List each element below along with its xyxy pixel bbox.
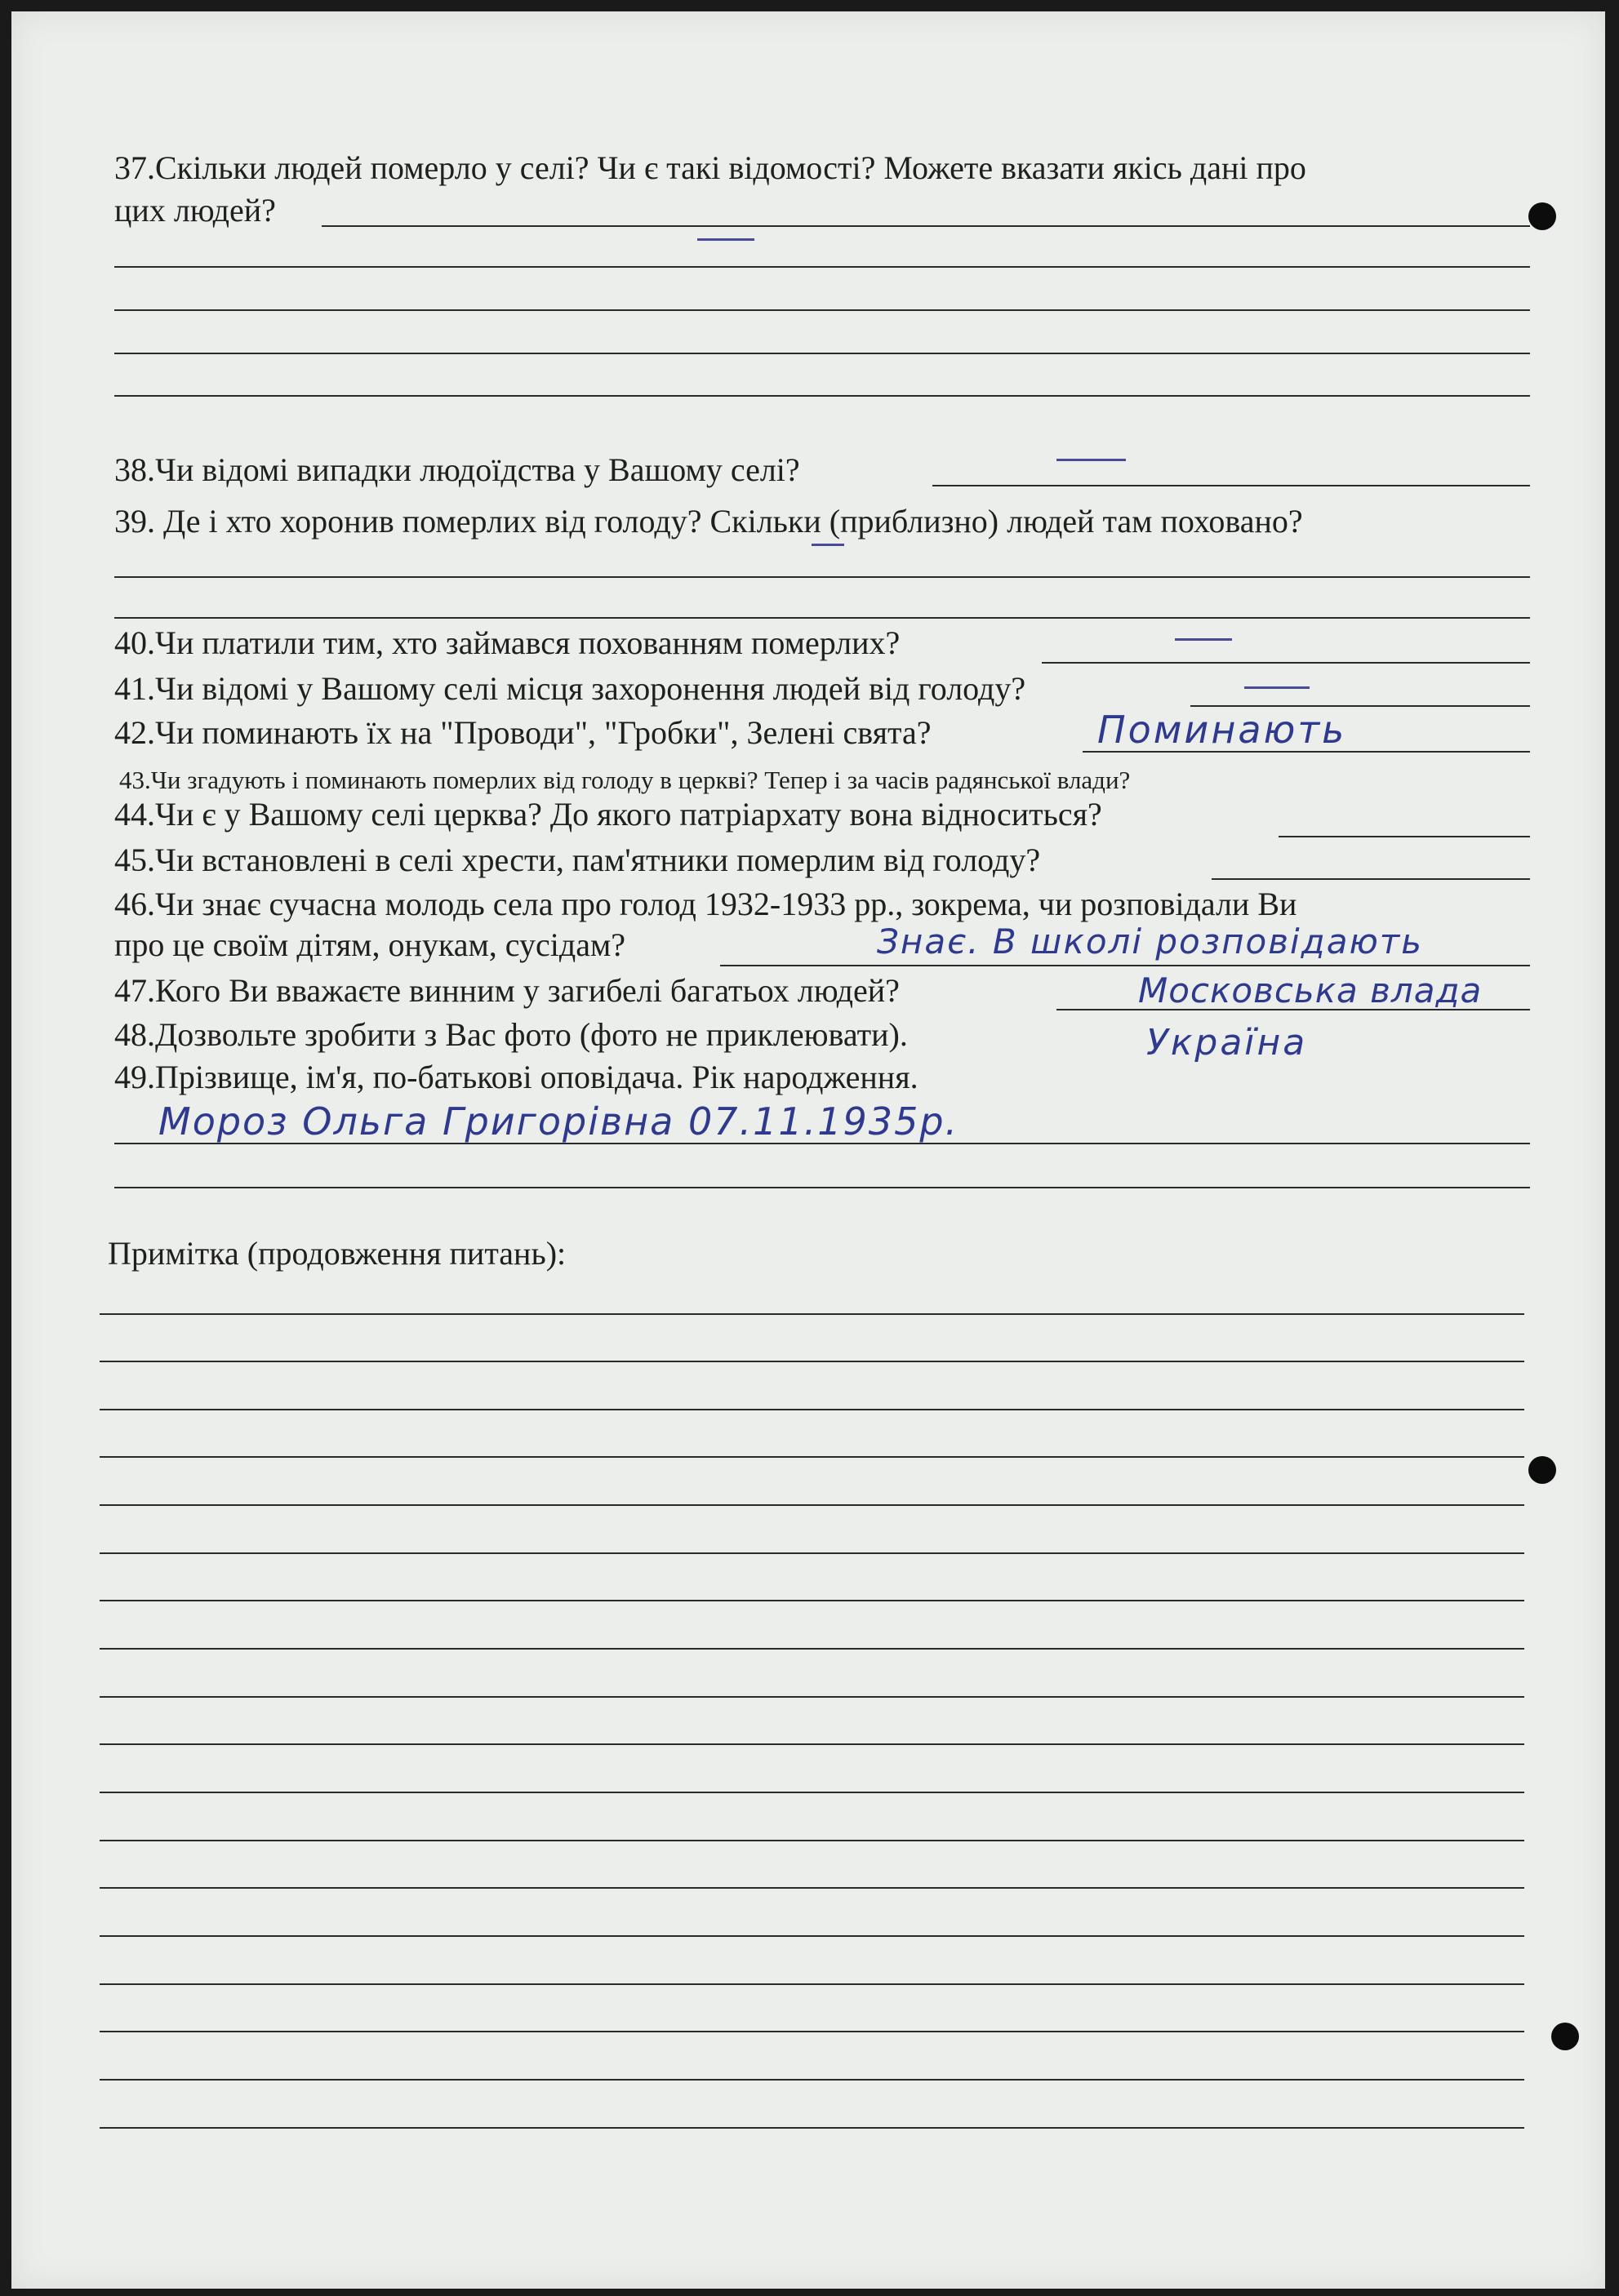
question-37-line-1: 37.Скільки людей померло у селі? Чи є такі відомості? Можете вказати якісь дані про bbox=[114, 149, 1306, 186]
answer-line-45 bbox=[1212, 878, 1530, 880]
notes-line bbox=[100, 1983, 1524, 1985]
answer-line-46 bbox=[720, 965, 1530, 966]
question-43: 43.Чи згадують і поминають померлих від голоду в церкві? Тепер і за часів радянської влади? bbox=[119, 766, 1131, 794]
notes-line bbox=[100, 1743, 1524, 1745]
question-37-line-2: цих людей? bbox=[114, 192, 276, 229]
answer-line-37-e bbox=[114, 395, 1530, 397]
notes-line bbox=[100, 1313, 1524, 1315]
notes-line bbox=[100, 1840, 1524, 1841]
answer-line-39-b bbox=[114, 617, 1530, 619]
notes-line bbox=[100, 1552, 1524, 1554]
question-46-line-2: про це своїм дітям, онукам, сусідам? bbox=[114, 926, 626, 963]
answer-line-44 bbox=[1279, 836, 1530, 837]
question-41: 41.Чи відомі у Вашому селі місця захоронення людей від голоду? bbox=[114, 670, 1026, 707]
handwritten-answer-47-line-2: Україна bbox=[1146, 1022, 1308, 1064]
answer-line-37-a bbox=[322, 225, 1530, 227]
answer-line-37-b bbox=[114, 266, 1530, 268]
answer-dash-38 bbox=[1056, 459, 1126, 461]
answer-line-38 bbox=[932, 485, 1530, 486]
notes-line bbox=[100, 1792, 1524, 1793]
punch-hole-bottom bbox=[1551, 2023, 1579, 2050]
notes-line bbox=[100, 1409, 1524, 1410]
notes-line bbox=[100, 2079, 1524, 2081]
answer-dash-37 bbox=[697, 238, 754, 241]
notes-line bbox=[100, 1648, 1524, 1650]
notes-line bbox=[100, 1361, 1524, 1362]
question-39: 39. Де і хто хоронив померлих від голоду? Скільки (приблизно) людей там поховано? bbox=[114, 503, 1303, 540]
answer-line-49-b bbox=[114, 1187, 1530, 1188]
notes-line bbox=[100, 1504, 1524, 1506]
answer-line-39-a bbox=[114, 576, 1530, 578]
notes-line bbox=[100, 1696, 1524, 1698]
question-40: 40.Чи платили тим, хто займався похованням померлих? bbox=[114, 624, 901, 661]
answer-line-49-a bbox=[114, 1143, 1530, 1144]
answer-dash-41 bbox=[1244, 686, 1310, 689]
question-45: 45.Чи встановлені в селі хрести, пам'ятники померлим від голоду? bbox=[114, 842, 1041, 878]
handwritten-answer-46: Знає. В школі розповідають bbox=[877, 922, 1424, 961]
answer-line-37-d bbox=[114, 353, 1530, 354]
punch-hole-middle bbox=[1528, 1456, 1556, 1484]
notes-line bbox=[100, 1456, 1524, 1458]
questionnaire-sheet bbox=[11, 11, 1605, 2289]
handwritten-answer-42: Поминають bbox=[1097, 708, 1347, 752]
answer-line-37-c bbox=[114, 309, 1530, 311]
notes-line bbox=[100, 1600, 1524, 1601]
notes-line bbox=[100, 2127, 1524, 2129]
question-38: 38.Чи відомі випадки людоїдства у Вашому селі? bbox=[114, 451, 800, 488]
question-48: 48.Дозвольте зробити з Вас фото (фото не приклеювати). bbox=[114, 1016, 908, 1053]
question-44: 44.Чи є у Вашому селі церква? До якого патріархату вона відноситься? bbox=[114, 796, 1102, 833]
notes-line bbox=[100, 1887, 1524, 1889]
handwritten-answer-49: Мороз Ольга Григорівна 07.11.1935р. bbox=[158, 1099, 959, 1144]
notes-title: Примітка (продовження питань): bbox=[108, 1235, 567, 1272]
question-42: 42.Чи поминають їх на "Проводи", "Гробки", Зелені свята? bbox=[114, 714, 932, 751]
punch-hole-top bbox=[1528, 202, 1556, 230]
answer-dash-40 bbox=[1175, 638, 1232, 641]
question-47: 47.Кого Ви вважаєте винним у загибелі багатьох людей? bbox=[114, 972, 900, 1009]
answer-dash-39 bbox=[812, 544, 844, 546]
handwritten-answer-47-line-1: Московська влада bbox=[1138, 970, 1483, 1010]
question-49: 49.Прізвище, ім'я, по-батькові оповідача. Рік народження. bbox=[114, 1059, 918, 1095]
notes-line bbox=[100, 2031, 1524, 2032]
notes-line bbox=[100, 1935, 1524, 1937]
answer-line-40 bbox=[1042, 662, 1530, 664]
question-46-line-1: 46.Чи знає сучасна молодь села про голод 1932-1933 рр., зокрема, чи розповідали Ви bbox=[114, 886, 1297, 922]
